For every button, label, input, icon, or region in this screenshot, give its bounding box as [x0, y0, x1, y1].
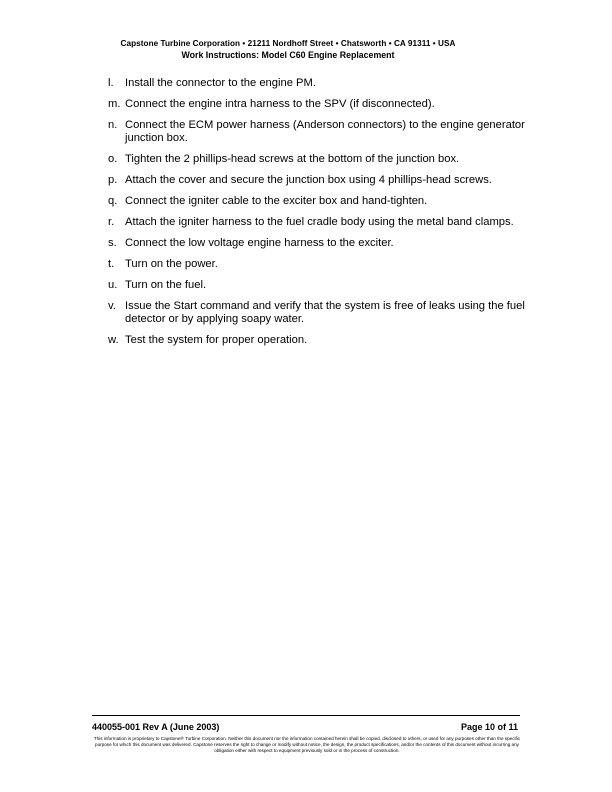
step-letter: v.: [108, 300, 116, 312]
footer-divider: [92, 715, 520, 716]
step-item: [108, 216, 528, 229]
company-address: Capstone Turbine Corporation • 21211 Nordhoff Street • Chatsworth • CA 91311 • USA: [120, 39, 456, 48]
step-letter: t.: [108, 258, 115, 270]
step-item: [108, 195, 528, 208]
step-text: Attach the igniter harness to the fuel cradle body using the metal band clamps.: [125, 216, 514, 228]
document-number: 440055-001 Rev A (June 2003): [92, 722, 220, 732]
step-item: [108, 334, 528, 347]
page-header: [0, 39, 576, 60]
document-title: Work Instructions: Model C60 Engine Replacement: [181, 50, 395, 60]
step-letter: p.: [108, 174, 118, 186]
step-text: Tighten the 2 phillips-head screws at the bottom of the junction box.: [125, 153, 460, 165]
step-item: [108, 77, 528, 90]
step-letter: u.: [108, 279, 118, 291]
step-item: [108, 174, 528, 187]
step-letter: m.: [108, 98, 121, 110]
page-number: Page 10 of 11: [460, 722, 518, 732]
step-letter: s.: [108, 237, 117, 249]
step-item: [108, 153, 528, 166]
step-item: [108, 237, 528, 250]
step-item: [108, 119, 528, 145]
step-letter: n.: [108, 119, 118, 131]
step-text: Connect the igniter cable to the exciter box and hand-tighten.: [125, 195, 428, 207]
step-text: Turn on the power.: [125, 258, 218, 270]
step-text: Connect the ECM power harness (Anderson connectors) to the engine generator junction box.: [125, 119, 525, 144]
step-letter: r.: [108, 216, 115, 228]
step-item: [108, 258, 528, 271]
step-letter: l.: [108, 77, 114, 89]
instruction-steps: [108, 77, 528, 355]
step-item: [108, 300, 528, 326]
step-text: Attach the cover and secure the junction box using 4 phillips-head screws.: [125, 174, 492, 186]
step-item: [108, 98, 528, 111]
step-letter: o.: [108, 153, 118, 165]
step-letter: q.: [108, 195, 118, 207]
proprietary-disclaimer: This information is proprietary to Capstone® Turbine Corporation. Neither this document nor the information contained herein shall be copied, disclosed to others, or used for any purposes other than the specific purpose for which this document was delivered. Capstone reserves the right to change or modify without notice, the design, the product specifications, and/or the contents of this document without incurring any obligation either with respect to equipment previously sold or in the process of construction.: [93, 736, 521, 753]
step-text: Install the connector to the engine PM.: [125, 77, 316, 89]
step-text: Test the system for proper operation.: [125, 334, 308, 346]
step-text: Connect the low voltage engine harness to the exciter.: [125, 237, 394, 249]
step-item: [108, 279, 528, 292]
step-text: Issue the Start command and verify that the system is free of leaks using the fuel detector or by applying soapy water.: [125, 300, 525, 325]
step-text: Connect the engine intra harness to the SPV (if disconnected).: [125, 98, 435, 110]
step-text: Turn on the fuel.: [125, 279, 207, 291]
step-letter: w.: [108, 334, 119, 346]
